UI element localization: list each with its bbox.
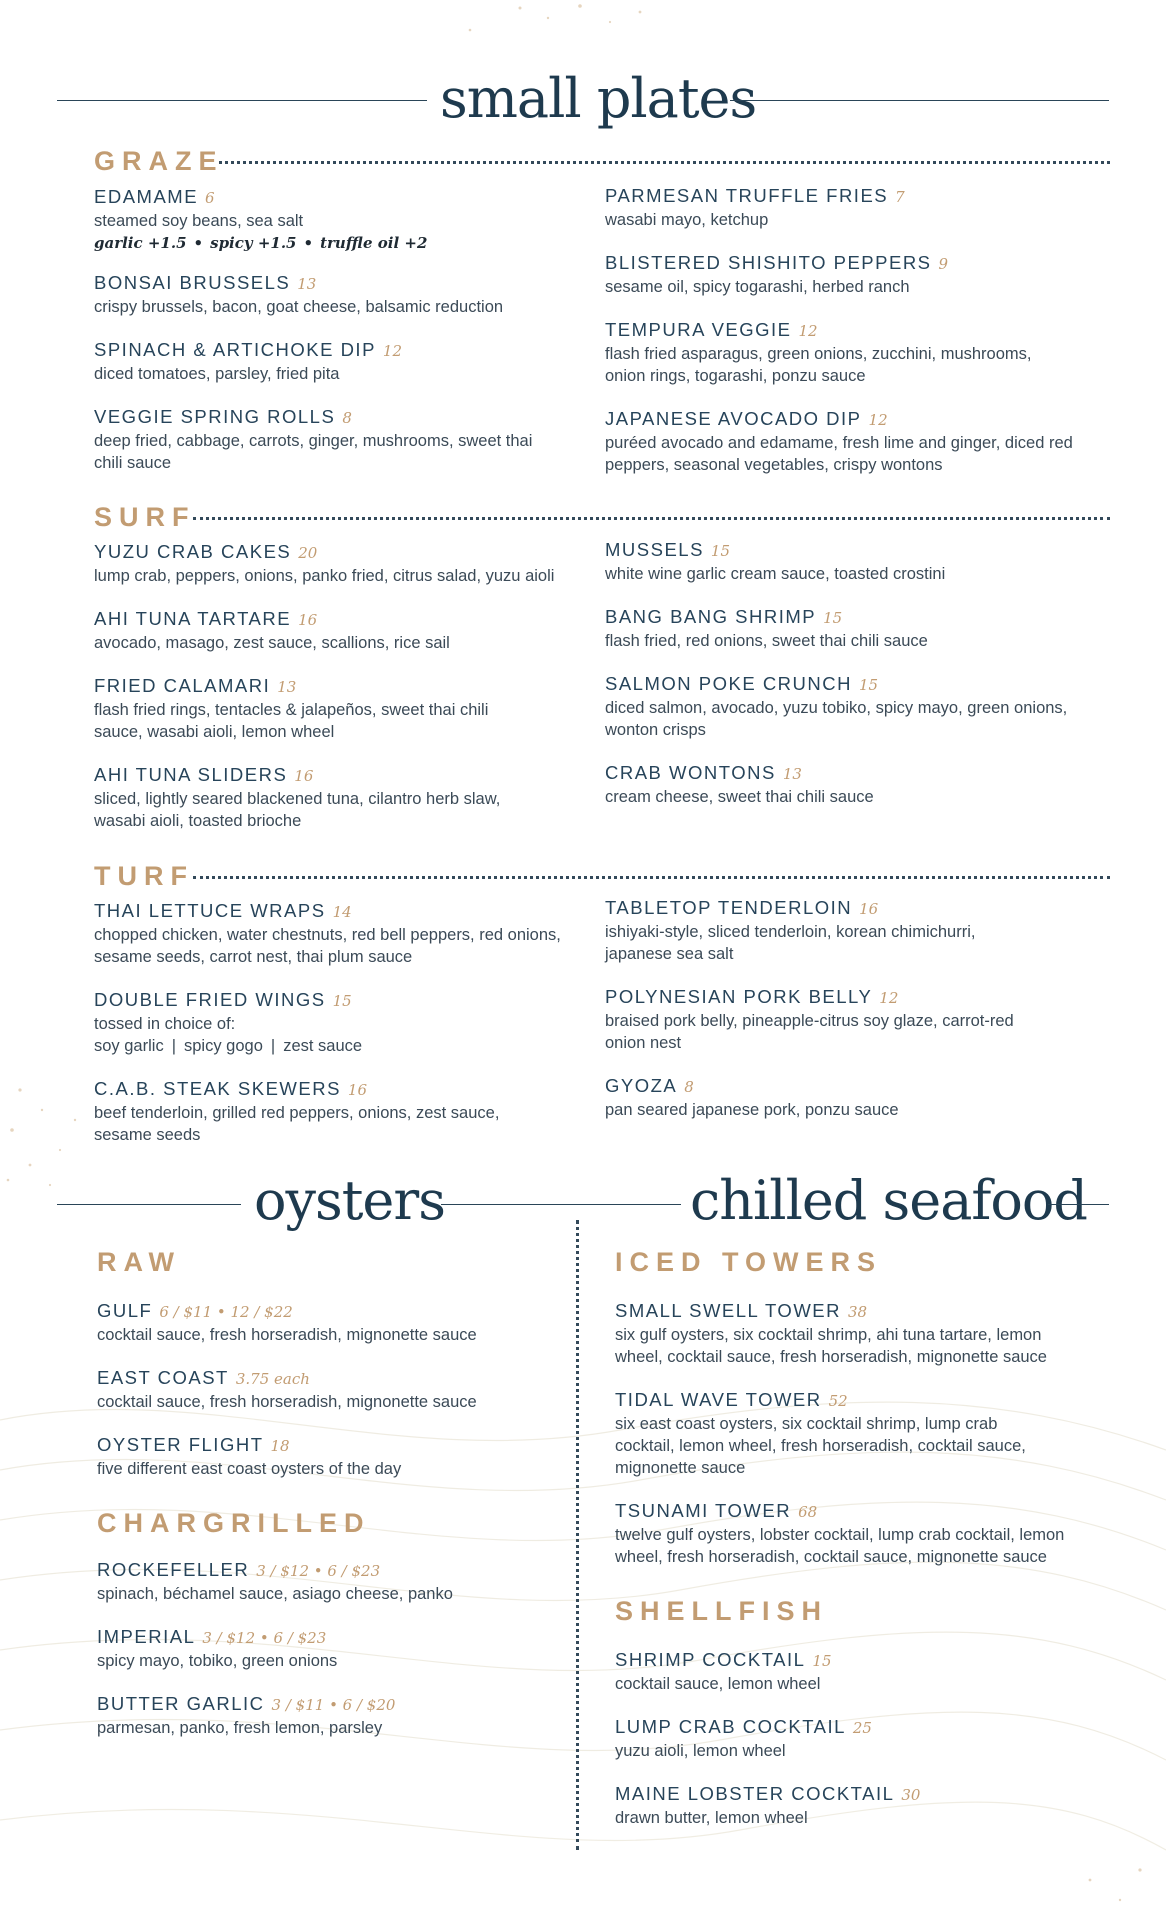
- item-description: diced tomatoes, parsley, fried pita: [94, 365, 340, 383]
- iced-towers-heading: ICED TOWERS: [615, 1247, 883, 1277]
- menu-item: [615, 1715, 1115, 1762]
- menu-item: [94, 405, 574, 474]
- item-name: SPINACH & ARTICHOKE DIP: [94, 339, 376, 360]
- menu-item: [605, 407, 1105, 476]
- menu-item: [97, 1558, 557, 1605]
- item-description: diced salmon, avocado, yuzu tobiko, spicy mayo, green onions, wonton crisps: [605, 699, 1068, 739]
- menu-item: [605, 896, 1105, 965]
- menu-item: [615, 1648, 1115, 1695]
- item-name: FRIED CALAMARI: [94, 675, 271, 696]
- item-description: flash fried rings, tentacles & jalapeños, sweet thai chili sauce, wasabi aioli, lemon wheel: [94, 701, 489, 741]
- item-name: THAI LETTUCE WRAPS: [94, 900, 326, 921]
- item-description: spinach, béchamel sauce, asiago cheese, panko: [97, 1585, 453, 1603]
- menu-item: [94, 540, 594, 587]
- small-plates-title: small plates: [440, 67, 757, 130]
- item-name: AHI TUNA TARTARE: [94, 608, 292, 629]
- oysters-rule-right: [441, 1204, 681, 1205]
- item-addons: garlic +1.5 • spicy +1.5 • truffle oil +2: [94, 234, 428, 252]
- item-description: cream cheese, sweet thai chili sauce: [605, 788, 874, 806]
- item-name: TEMPURA VEGGIE: [605, 319, 792, 340]
- item-price: 7: [895, 188, 905, 206]
- item-name: DOUBLE FRIED WINGS: [94, 989, 326, 1010]
- title-rule-right: [730, 100, 1109, 101]
- item-price: 12: [868, 411, 888, 429]
- item-name: JAPANESE AVOCADO DIP: [605, 408, 862, 429]
- item-price: 9: [938, 255, 949, 273]
- turf-heading: TURF: [94, 861, 194, 891]
- item-price: 38: [847, 1303, 868, 1321]
- item-description: steamed soy beans, sea salt: [94, 212, 304, 230]
- item-price: 13: [297, 275, 317, 293]
- item-name: TIDAL WAVE TOWER: [615, 1389, 822, 1410]
- item-price: 68: [798, 1503, 818, 1521]
- item-name: MAINE LOBSTER COCKTAIL: [615, 1783, 895, 1804]
- item-price: 15: [710, 542, 731, 560]
- item-name: EDAMAME: [94, 186, 199, 207]
- item-price: 16: [859, 900, 879, 918]
- menu-item: [97, 1433, 557, 1480]
- menu-item: [94, 338, 574, 385]
- item-description: puréed avocado and edamame, fresh lime and ginger, diced red peppers, seasonal vegetables, crispy wontons: [605, 434, 1073, 474]
- oysters-title: oysters: [254, 1169, 445, 1232]
- item-price: 15: [823, 609, 843, 627]
- item-price: 20: [298, 544, 318, 562]
- item-description: spicy mayo, tobiko, green onions: [97, 1652, 338, 1670]
- shellfish-heading: SHELLFISH: [615, 1596, 829, 1626]
- chilled-seafood-rule-right: [1048, 1204, 1109, 1205]
- item-description: tossed in choice of: soy garlic | spicy gogo | zest sauce: [94, 1013, 574, 1057]
- item-name: SALMON POKE CRUNCH: [605, 673, 852, 694]
- item-price: 12: [798, 322, 818, 340]
- item-name: PARMESAN TRUFFLE FRIES: [605, 185, 889, 206]
- chargrilled-heading: CHARGRILLED: [97, 1508, 371, 1538]
- item-name: MUSSELS: [605, 539, 704, 560]
- item-price: 30: [901, 1786, 921, 1804]
- chilled-seafood-title: chilled seafood: [690, 1169, 1087, 1232]
- item-name: SMALL SWELL TOWER: [615, 1300, 841, 1321]
- item-name: BANG BANG SHRIMP: [605, 606, 817, 627]
- item-name: YUZU CRAB CAKES: [94, 541, 292, 562]
- item-name: POLYNESIAN PORK BELLY: [605, 986, 873, 1007]
- item-name: SHRIMP COCKTAIL: [615, 1649, 806, 1670]
- item-description: sesame oil, spicy togarashi, herbed ranch: [605, 278, 910, 296]
- item-price: 3 / $11 • 6 / $20: [271, 1696, 396, 1714]
- item-price: 3 / $12 • 6 / $23: [202, 1629, 327, 1647]
- oysters-rule-left: [57, 1204, 241, 1205]
- menu-item: [94, 763, 574, 832]
- graze-divider: [219, 161, 1110, 164]
- menu-item: [615, 1299, 1115, 1368]
- menu-item: [94, 988, 574, 1057]
- item-price: 15: [812, 1652, 832, 1670]
- item-description: cocktail sauce, fresh horseradish, mignonette sauce: [97, 1326, 477, 1344]
- item-description: parmesan, panko, fresh lemon, parsley: [97, 1719, 383, 1737]
- menu-item: [605, 538, 1105, 585]
- item-description: avocado, masago, zest sauce, scallions, rice sail: [94, 634, 450, 652]
- menu-item: [615, 1782, 1115, 1829]
- menu-item: [97, 1366, 557, 1413]
- menu-item: [605, 672, 1105, 741]
- item-price: 6: [205, 189, 215, 207]
- item-description: twelve gulf oysters, lobster cocktail, lump crab cocktail, lemon wheel, fresh horseradish, cocktail sauce, mignonette sauce: [615, 1526, 1065, 1566]
- item-price: 13: [782, 765, 802, 783]
- graze-heading: GRAZE: [94, 146, 224, 176]
- raw-heading: RAW: [97, 1247, 181, 1277]
- menu-item: [605, 985, 1105, 1054]
- title-rule-left: [57, 100, 427, 101]
- menu-item: [605, 761, 1105, 808]
- item-description: five different east coast oysters of the day: [97, 1460, 402, 1478]
- item-price: 8: [342, 409, 352, 427]
- item-price: 16: [294, 767, 314, 785]
- item-price: 15: [332, 992, 352, 1010]
- menu-item: [605, 1074, 1105, 1121]
- item-price: 52: [828, 1392, 848, 1410]
- item-name: OYSTER FLIGHT: [97, 1434, 264, 1455]
- menu-item: [94, 1077, 574, 1146]
- menu-item: [605, 184, 1105, 231]
- item-name: C.A.B. STEAK SKEWERS: [94, 1078, 341, 1099]
- item-price: 15: [858, 676, 879, 694]
- item-description: pan seared japanese pork, ponzu sauce: [605, 1101, 899, 1119]
- item-description: chopped chicken, water chestnuts, red bell peppers, red onions, sesame seeds, carrot nest, thai plum sauce: [94, 926, 561, 966]
- item-price: 3.75 each: [235, 1370, 310, 1388]
- menu-item: [615, 1499, 1115, 1568]
- item-description: six east coast oysters, six cocktail shrimp, lump crab cocktail, lemon wheel, fresh horseradish, cocktail sauce, mignonette sauce: [615, 1415, 1026, 1477]
- item-price: 8: [684, 1078, 694, 1096]
- item-name: LUMP CRAB COCKTAIL: [615, 1716, 846, 1737]
- surf-heading: SURF: [94, 502, 196, 532]
- item-name: BUTTER GARLIC: [97, 1693, 265, 1714]
- wing-sauce-choices: soy garlic | spicy gogo | zest sauce: [94, 1037, 363, 1055]
- item-name: GULF: [97, 1300, 153, 1321]
- item-name: BONSAI BRUSSELS: [94, 272, 291, 293]
- item-price: 12: [382, 342, 403, 360]
- item-description: flash fried asparagus, green onions, zucchini, mushrooms, onion rings, togarashi, ponzu sauce: [605, 345, 1032, 385]
- item-name: ROCKEFELLER: [97, 1559, 250, 1580]
- item-price: 12: [879, 989, 899, 1007]
- item-description: white wine garlic cream sauce, toasted crostini: [605, 565, 946, 583]
- item-description: yuzu aioli, lemon wheel: [615, 1742, 786, 1760]
- menu-item: [94, 607, 574, 654]
- menu-item: [94, 271, 574, 318]
- item-description: sliced, lightly seared blackened tuna, cilantro herb slaw, wasabi aioli, toasted brioche: [94, 790, 501, 830]
- item-name: CRAB WONTONS: [605, 762, 776, 783]
- item-name: IMPERIAL: [97, 1626, 196, 1647]
- item-description: lump crab, peppers, onions, panko fried, citrus salad, yuzu aioli: [94, 567, 555, 585]
- item-price: 25: [852, 1719, 872, 1737]
- item-name: GYOZA: [605, 1075, 678, 1096]
- item-description: flash fried, red onions, sweet thai chili sauce: [605, 632, 928, 650]
- menu-item: [605, 318, 1105, 387]
- item-price: 16: [298, 611, 318, 629]
- item-name: BLISTERED SHISHITO PEPPERS: [605, 252, 932, 273]
- item-price: 13: [277, 678, 297, 696]
- menu-item: [94, 899, 594, 968]
- item-name: VEGGIE SPRING ROLLS: [94, 406, 336, 427]
- menu-item: [615, 1388, 1115, 1479]
- item-price: 16: [347, 1081, 368, 1099]
- item-description: drawn butter, lemon wheel: [615, 1809, 808, 1827]
- item-description: cocktail sauce, lemon wheel: [615, 1675, 821, 1693]
- item-description: wasabi mayo, ketchup: [605, 211, 769, 229]
- item-name: EAST COAST: [97, 1367, 229, 1388]
- item-name: TSUNAMI TOWER: [615, 1500, 792, 1521]
- turf-divider: [193, 876, 1110, 879]
- item-price: 14: [332, 903, 352, 921]
- item-description: crispy brussels, bacon, goat cheese, balsamic reduction: [94, 298, 504, 316]
- item-price: 6 / $11 • 12 / $22: [159, 1303, 293, 1321]
- surf-divider: [193, 517, 1110, 520]
- menu-item: [605, 605, 1105, 652]
- menu-item: [605, 251, 1105, 298]
- menu-item: [97, 1299, 557, 1346]
- menu-item: [94, 674, 574, 743]
- menu-item: [94, 185, 574, 254]
- item-price: 3 / $12 • 6 / $23: [256, 1562, 381, 1580]
- item-description: deep fried, cabbage, carrots, ginger, mushrooms, sweet thai chili sauce: [94, 432, 533, 472]
- item-description: braised pork belly, pineapple-citrus soy glaze, carrot-red onion nest: [605, 1012, 1014, 1052]
- menu-item: [97, 1625, 557, 1672]
- item-name: TABLETOP TENDERLOIN: [605, 897, 853, 918]
- item-price: 18: [270, 1437, 290, 1455]
- item-description: cocktail sauce, fresh horseradish, mignonette sauce: [97, 1393, 477, 1411]
- item-description: six gulf oysters, six cocktail shrimp, ahi tuna tartare, lemon wheel, cocktail sauce, fresh horseradish, mignonette sauce: [615, 1326, 1047, 1366]
- item-name: AHI TUNA SLIDERS: [94, 764, 288, 785]
- item-description: beef tenderloin, grilled red peppers, onions, zest sauce, sesame seeds: [94, 1104, 500, 1144]
- item-description: ishiyaki-style, sliced tenderloin, korean chimichurri, japanese sea salt: [605, 923, 976, 963]
- menu-item: [97, 1692, 557, 1739]
- column-divider: [576, 1220, 579, 1850]
